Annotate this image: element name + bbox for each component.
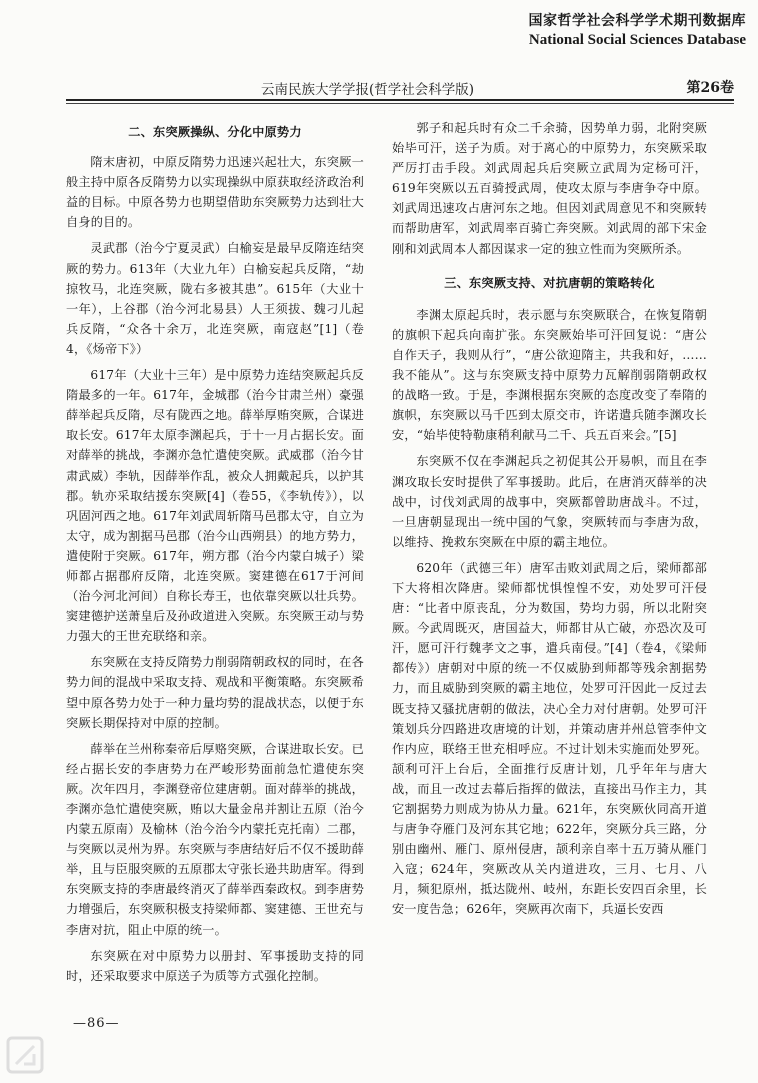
body-paragraph: 隋末唐初，中原反隋势力迅速兴起壮大，东突厥一般主持中原各反隋势力以实现操纵中原获取经济政治利益的目标。中原各势力也期望借助东突厥势力达到壮大自身的目的。 [66,155,364,230]
right-column [392,118,707,926]
body-paragraph: 东突厥不仅在李渊起兵之初促其公开易帜，而且在李渊攻取长安时提供了军事援助。此后，在唐消灭薛举的决战中，讨伐刘武周的战事中，突厥都曾助唐战斗。不过，一旦唐朝显现出一统中国的气象，突厥转而与李唐为敌，以维持、挽救东突厥在中原的霸主地位。 [392,454,707,549]
page-number: —86— [73,1016,120,1031]
volume-label: 第26卷 [686,80,734,96]
left-column [66,118,364,992]
header-rule-thin [66,103,734,104]
journal-header [66,78,734,98]
body-paragraph: 东突厥在支持反隋势力削弱隋朝政权的同时，在各势力间的混战中采取支持、观战和平衡策略。东突厥希望中原各势力处于一种力量均势的混战状态，以便于东突厥长期保持对中原的控制。 [66,655,364,730]
database-name-cn: 国家哲学社会科学学术期刊数据库 [528,13,746,29]
body-paragraph: 薛举在兰州称秦帝后厚赂突厥，合谋进取长安。已经占据长安的李唐势力在严峻形势面前急忙遣使东突厥。次年四月，李渊登帝位建唐朝。面对薛举的挑战，李渊亦急忙遣使突厥，贿以大量金帛并割让五原（治今内蒙五原南）及榆林（治今治今内蒙托克托南）二郡，与突厥以灵州为界。东突厥与李唐结好后不仅不援助薛举，且与臣服突厥的五原郡太守张长逊共助唐军。得到东突厥支持的李唐最终消灭了薛举西秦政权。到李唐势力增强后，东突厥积极支持梁师都、窦建德、王世充与李唐对抗，阻止中原的统一。 [66,741,364,937]
body-paragraph: 617年（大业十三年）是中原势力连结突厥起兵反隋最多的一年。617年，金城郡（治今甘肃兰州）豪强薛举起兵反隋，尽有陇西之地。薛举厚贿突厥，合谋进取长安。617年太原李渊起兵，于十一月占据长安。面对薛举的挑战，李渊亦急忙遣使突厥。武威郡（治今甘肃武威）李轨，因薛举作乱，被众人拥戴起兵，以护其郡。轨亦采取结援东突厥[4]（卷55，《李轨传》），以巩固河西之地。617年刘武周斩隋马邑郡太守，自立为太守，成为割据马邑郡（治今山西朔县）的地方势力，遣使附于突厥。617年，朔方郡（治今内蒙白城子）梁师都占据郡府反隋，北连突厥。窦建德在617于河间（治今河北河间）自称长寿王，也依靠突厥以壮兵势。窦建德护送萧皇后及孙政道进入突厥。东突厥王动与势力强大的王世充联络和亲。 [66,368,364,644]
body-paragraph: 郭子和起兵时有众二千余骑，因势单力弱，北附突厥始毕可汗，送子为质。对于离心的中原势力，东突厥采取严厉打击手段。刘武周起兵后突厥立武周为定杨可汗，619年突厥以五百骑授武周，使攻太原与李唐争夺中原。刘武周迅速攻占唐河东之地。但因刘武周意见不和突厥转而帮助唐军，刘武周率百骑亡奔突厥。刘武周的部下宋金刚和刘武周本人都因谋求一定的独立性而为突厥所杀。 [392,121,707,256]
header-rule [66,99,734,101]
section-heading: 三、东突厥支持、对抗唐朝的策略转化 [444,275,655,290]
body-paragraph: 李渊太原起兵时，表示愿与东突厥联合，在恢复隋朝的旗帜下起兵向南扩张。东突厥始毕可汗回复说：“唐公自作天子，我则从行”，“唐公欲迎隋主，共我和好，……我不能从”。这与东突厥支持中原势力瓦解削弱隋朝政权的战略一致。于是，李渊根据东突厥的态度改变了奉隋的旗帜，东突厥以马千匹到太原交市，许诺遣兵随李渊攻长安，“始毕使特勒康稍利献马二千、兵五百来会。”[5] [392,307,707,443]
body-paragraph: 灵武郡（治今宁夏灵武）白榆妄是最早反隋连结突厥的势力。613年（大业九年）白榆妄起兵反隋，“劫掠牧马，北连突厥，陇右多被其患”。615年（大业十一年），上谷郡（治今河北易县）人王须拔、魏刁儿起兵反隋，“众各十余万，北连突厥，南寇赵”[1]（卷4，《炀帝下》） [66,241,364,356]
database-name-en: National Social Sciences Database [528,32,746,48]
database-header [529,10,747,49]
section-heading: 二、东突厥操纵、分化中原势力 [128,125,302,139]
body-paragraph: 东突厥在对中原势力以册封、军事援助支持的同时，还采取要求中原送子为质等方式强化控制。 [66,948,364,983]
corner-logo-icon [6,1036,44,1074]
body-paragraph: 620年（武德三年）唐军击败刘武周之后，梁师都部下大将相次降唐。梁师都忧惧惶惶不安，劝处罗可汗侵唐：“比者中原丧乱，分为数国，势均力弱，所以北附突厥。今武周既灭，唐国益大，师都甘从亡破，亦恐次及可汗，愿可汗行魏孝文之事，遣兵南侵。”[4]（卷4，《梁师都传》）唐朝对中原的统一不仅威胁到师都等残余割据势力，而且威胁到突厥的霸主地位，处罗可汗因此一反过去既支持又骚扰唐朝的做法，决心全力对付唐朝。处罗可汗策划兵分四路进攻唐境的计划，并策动唐并州总管李仲文作内应，联络王世充相呼应。不过计划未实施而处罗死。颉利可汗上台后，全面推行反唐计划，几乎年年与唐大战，而且一改过去幕后指挥的做法，直接出马作主力，其它割据势力则成为协从力量。621年，东突厥伙同高开道与唐争夺雁门及河东其它地；622年，突厥分兵三路，分别由幽州、雁门、原州侵唐，颉利亲自率十五万骑从雁门入寇；624年，突厥改从关内道进攻，三月、七月、八月，频犯原州，抵达陇州、岐州，东距长安四百余里，长安一度告急；626年，突厥再次南下，兵逼长安西 [392,560,707,917]
journal-title: 云南民族大学学报(哲学社会科学版) [261,82,475,98]
